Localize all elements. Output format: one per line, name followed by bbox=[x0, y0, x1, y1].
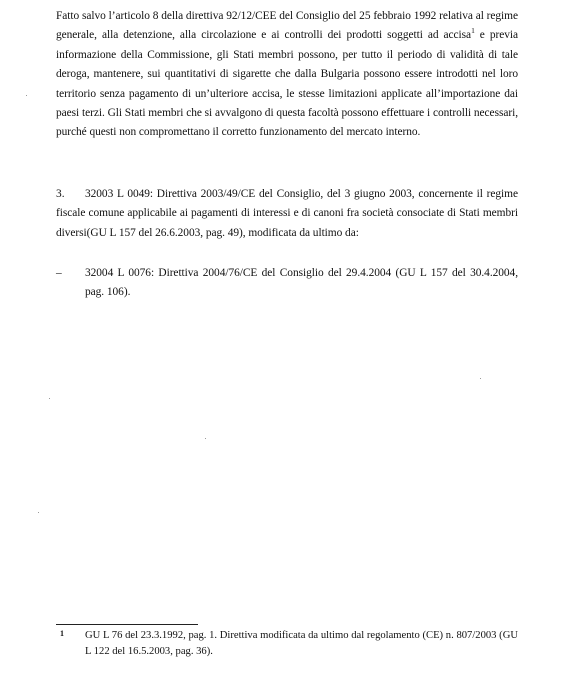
item-3-text: 32003 L 0049: Direttiva 2003/49/CE del Consiglio, del 3 giugno 2003, concernente il regime fiscale comune applicabile ai pagamenti di interessi e di canoni fra società consociate di Stati membri diversi(GU L 157 del 26.6.2003, pag. 49), modificata da ultimo da: bbox=[56, 188, 518, 239]
paragraph-derogation bbox=[56, 7, 518, 143]
paragraph-derogation-text-continued: e previa informazione della Commissione, gli Stati membri possono, per tutto il periodo di validità di tale deroga, mantenere, sui quantitativi di sigarette che dalla Bulgaria possono essere introdotti nel loro territorio senza pagamento di un’ulteriore accisa, le stesse limitazioni applicate all’importazione dai paesi terzi. Gli Stati membri che si avvalgono di questa facoltà possono effettuare i controlli necessari, purché questi non compromettano il corretto funzionamento del mercato interno. bbox=[56, 29, 518, 139]
footnote-separator bbox=[56, 624, 198, 625]
footnote-reference[interactable]: 1 bbox=[471, 26, 475, 36]
paragraph-derogation-text: Fatto salvo l’articolo 8 della direttiva 92/12/CEE del Consiglio del 25 febbraio 1992 relativa al regime generale, alla detenzione, alla circolazione e ai controlli dei prodotti soggetti ad accisa bbox=[56, 10, 518, 42]
footnote-text: GU L 76 del 23.3.1992, pag. 1. Direttiva modificata da ultimo dal regolamento (CE) n. 807/2003 (GU L 122 del 16.5.2003, pag. 36). bbox=[85, 630, 518, 657]
item-number: 3. bbox=[56, 188, 65, 200]
scan-speck bbox=[38, 512, 39, 513]
footnote-number: 1 bbox=[60, 629, 64, 638]
scan-speck bbox=[26, 95, 27, 96]
scan-speck bbox=[480, 378, 481, 379]
scan-speck bbox=[49, 398, 50, 399]
sub-item-text: 32004 L 0076: Direttiva 2004/76/CE del Consiglio del 29.4.2004 (GU L 157 del 30.4.2004, pag. 106). bbox=[85, 267, 518, 299]
scan-speck bbox=[205, 438, 206, 439]
sub-item-bullet: – bbox=[56, 267, 62, 279]
